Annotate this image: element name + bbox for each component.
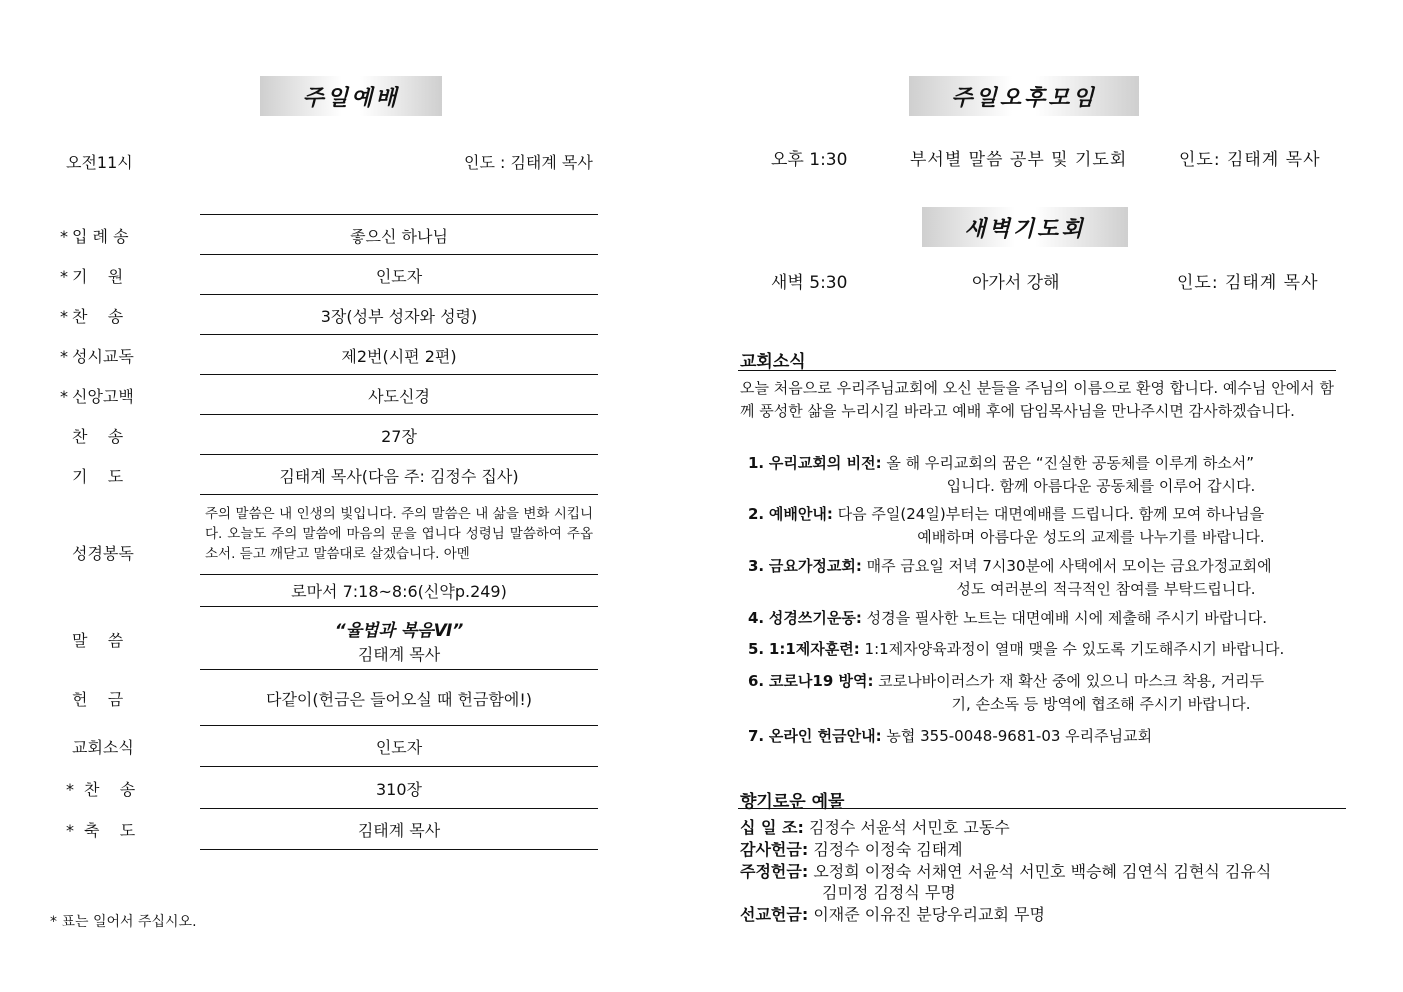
news-item-bible-writing bbox=[748, 607, 1334, 630]
order-value: 인도자 bbox=[375, 267, 423, 286]
closing-hymn-value: 310장 bbox=[376, 780, 422, 799]
news-item-text-cont: 입니다. 함께 아름다운 공동체를 이루어 갑시다. bbox=[946, 476, 1256, 495]
afternoon-leader: 인도: 김태계 목사 bbox=[1179, 150, 1321, 170]
order-value: 27장 bbox=[381, 427, 417, 446]
scripture-label: 성경봉독 bbox=[72, 544, 134, 563]
news-item-head: 금요가정교회: bbox=[768, 557, 862, 575]
news-item-text: 올 해 우리교회의 꿈은 “진실한 공동체를 이루게 하소서” bbox=[886, 454, 1255, 472]
news-item-text-cont: 기, 손소독 등 방역에 협조해 주시기 바랍니다. bbox=[951, 694, 1251, 713]
news-item-text: 농협 355-0048-9681-03 우리주님교회 bbox=[886, 727, 1153, 745]
order-row-hymn bbox=[60, 304, 598, 327]
offerings-heading: 향기로운 예물 bbox=[740, 792, 845, 812]
sermon-preacher: 김태계 목사 bbox=[357, 645, 441, 664]
stand-marker: * bbox=[66, 780, 74, 799]
order-label: 찬 송 bbox=[72, 307, 124, 326]
rule bbox=[200, 808, 598, 809]
offering-row-names: 김정수 서윤석 서민호 고동수 bbox=[809, 818, 1010, 837]
closing-hymn-label: * 찬 송 bbox=[66, 780, 136, 799]
offering-row-label: 선교헌금: bbox=[740, 905, 809, 924]
offering-row-names: 이재준 이유진 분당우리교회 무명 bbox=[813, 905, 1045, 924]
news-item-number: 2. bbox=[748, 505, 765, 523]
order-row-responsive-reading bbox=[60, 344, 598, 367]
benediction-value: 김태계 목사 bbox=[357, 821, 441, 840]
order-label: 기 원 bbox=[72, 267, 124, 286]
stand-marker: * bbox=[60, 347, 68, 366]
dawn-title-banner bbox=[922, 207, 1128, 247]
news-item-number: 6. bbox=[748, 672, 765, 690]
worship-title: 주일예배 bbox=[302, 85, 400, 111]
news-heading-rule bbox=[738, 370, 1336, 371]
news-item-number: 7. bbox=[748, 727, 765, 745]
afternoon-desc: 부서별 말씀 공부 및 기도회 bbox=[910, 150, 1128, 170]
news-intro: 오늘 처음으로 우리주님교회에 오신 분들을 주님의 이름으로 환영 합니다. 예수님 안에서 함께 풍성한 삶을 누리시길 바라고 예배 후에 담임목사님을 만나주시면 감사하겠습니다. bbox=[740, 379, 1334, 420]
footnote: * 표는 일어서 주십시오. bbox=[50, 914, 197, 930]
dawn-title: 새벽기도회 bbox=[964, 216, 1086, 242]
order-row-entrance bbox=[60, 224, 598, 247]
news-item-number: 3. bbox=[748, 557, 765, 575]
offering-label: 헌 금 bbox=[72, 690, 124, 709]
offering-row-tithe bbox=[740, 817, 1010, 839]
order-label: 입 례 송 bbox=[72, 227, 129, 246]
order-row-hymn-2 bbox=[60, 424, 598, 447]
order-row-invocation bbox=[60, 264, 598, 287]
rule bbox=[200, 725, 598, 726]
rule bbox=[200, 669, 598, 670]
order-label: 기 도 bbox=[72, 467, 124, 486]
worship-title-banner bbox=[260, 76, 442, 116]
news-item-text-cont: 예배하며 아름다운 성도의 교제를 나누기를 바랍니다. bbox=[917, 527, 1265, 546]
order-label: 성시교독 bbox=[72, 347, 134, 366]
news-item-worship bbox=[748, 503, 1334, 548]
order-value: 사도신경 bbox=[368, 387, 430, 406]
news-item-number: 4. bbox=[748, 609, 765, 627]
rule bbox=[200, 454, 598, 455]
offering-row-weekly-cont bbox=[822, 882, 956, 904]
rule bbox=[200, 574, 598, 575]
news-item-vision bbox=[748, 452, 1334, 497]
offering-row-label: 감사헌금: bbox=[740, 840, 809, 859]
news-item-head: 우리교회의 비전: bbox=[768, 454, 882, 472]
news-heading: 교회소식 bbox=[740, 352, 806, 372]
news-item-text: 다음 주일(24일)부터는 대면예배를 드립니다. 함께 모여 하나님을 bbox=[837, 505, 1265, 523]
rule bbox=[200, 374, 598, 375]
sermon-label: 말 씀 bbox=[72, 631, 124, 650]
news-item-head: 1:1제자훈련: bbox=[768, 640, 860, 658]
offering-row-label: 주정헌금: bbox=[740, 862, 809, 881]
offering-row-names: 김미정 김정식 무명 bbox=[822, 883, 956, 902]
offering-row-label: 십 일 조: bbox=[740, 818, 804, 837]
order-value: 좋으신 하나님 bbox=[350, 227, 448, 246]
stand-marker: * bbox=[60, 307, 68, 326]
dawn-leader: 인도: 김태계 목사 bbox=[1177, 273, 1319, 293]
news-item-text: 1:1제자양육과정이 열매 맺을 수 있도록 기도해주시기 바랍니다. bbox=[864, 640, 1285, 658]
news-item-text-cont: 성도 여러분의 적극적인 참여를 부탁드립니다. bbox=[956, 579, 1256, 598]
order-row-prayer bbox=[60, 464, 598, 487]
rule bbox=[200, 766, 598, 767]
scripture-reference: 로마서 7:18~8:6(신약p.249) bbox=[291, 582, 507, 601]
order-row-creed bbox=[60, 384, 598, 407]
rule bbox=[200, 606, 598, 607]
news-item-text: 매주 금요일 저녁 7시30분에 사택에서 모이는 금요가정교회에 bbox=[866, 557, 1272, 575]
news-item-head: 온라인 헌금안내: bbox=[768, 727, 882, 745]
worship-leader: 인도 : 김태계 목사 bbox=[464, 153, 593, 172]
offering-row-names: 오정희 이정숙 서채연 서윤석 서민호 백승혜 김연식 김현식 김유식 bbox=[813, 862, 1272, 881]
order-label: 찬 송 bbox=[72, 427, 124, 446]
news-item-head: 성경쓰기운동: bbox=[768, 609, 862, 627]
news-item-covid bbox=[748, 670, 1334, 715]
news-item-friday bbox=[748, 555, 1334, 600]
sermon-title: “율법과 복음Ⅵ” bbox=[334, 621, 464, 641]
scripture-prayer-text: 주의 말씀은 내 인생의 빛입니다. 주의 말씀은 내 삶을 변화 시킵니다. 오늘도 주의 말씀에 마음의 문을 엽니다 성령님 말씀하여 주옵소서. 듣고 깨닫고 말씀대로 살겠습니다. 아멘 bbox=[205, 506, 593, 562]
news-item-discipleship bbox=[748, 638, 1334, 661]
rule bbox=[200, 254, 598, 255]
afternoon-title-banner bbox=[909, 76, 1139, 116]
stand-marker: * bbox=[60, 267, 68, 286]
rule bbox=[200, 414, 598, 415]
news-item-number: 1. bbox=[748, 454, 765, 472]
rule bbox=[200, 334, 598, 335]
stand-marker: * bbox=[66, 821, 74, 840]
stand-marker: * bbox=[60, 227, 68, 246]
order-label: 신앙고백 bbox=[72, 387, 134, 406]
news-item-text: 성경을 필사한 노트는 대면예배 시에 제출해 주시기 바랍니다. bbox=[866, 609, 1268, 627]
rule bbox=[200, 214, 598, 215]
news-item-head: 예배안내: bbox=[768, 505, 833, 523]
news-item-text: 코로나바이러스가 재 확산 중에 있으니 마스크 착용, 거리두 bbox=[878, 672, 1265, 690]
offering-row-thanks bbox=[740, 839, 963, 861]
offering-row-names: 김정수 이정숙 김태계 bbox=[813, 840, 963, 859]
rule bbox=[200, 494, 598, 495]
afternoon-time: 오후 1:30 bbox=[771, 150, 848, 170]
news-item-number: 5. bbox=[748, 640, 765, 658]
offering-value: 다같이(헌금은 들어오실 때 헌금함에!) bbox=[266, 690, 532, 709]
offering-row-weekly bbox=[740, 861, 1271, 883]
dawn-desc: 아가서 강해 bbox=[972, 273, 1060, 293]
rule bbox=[200, 849, 598, 850]
afternoon-title: 주일오후모임 bbox=[951, 85, 1097, 111]
offerings-heading-rule bbox=[738, 808, 1346, 809]
news-value: 인도자 bbox=[375, 738, 423, 757]
order-value: 김태계 목사(다음 주: 김정수 집사) bbox=[279, 467, 519, 486]
order-value: 3장(성부 성자와 성령) bbox=[320, 307, 478, 326]
news-item-head: 코로나19 방역: bbox=[768, 672, 874, 690]
news-item-online-offering bbox=[748, 725, 1334, 748]
benediction-label: * 축 도 bbox=[66, 821, 136, 840]
news-label: 교회소식 bbox=[72, 738, 134, 757]
worship-time: 오전11시 bbox=[66, 153, 133, 172]
offering-row-mission bbox=[740, 904, 1045, 926]
order-value: 제2번(시편 2편) bbox=[341, 347, 457, 366]
stand-marker: * bbox=[60, 387, 68, 406]
dawn-time: 새벽 5:30 bbox=[771, 273, 848, 293]
rule bbox=[200, 294, 598, 295]
